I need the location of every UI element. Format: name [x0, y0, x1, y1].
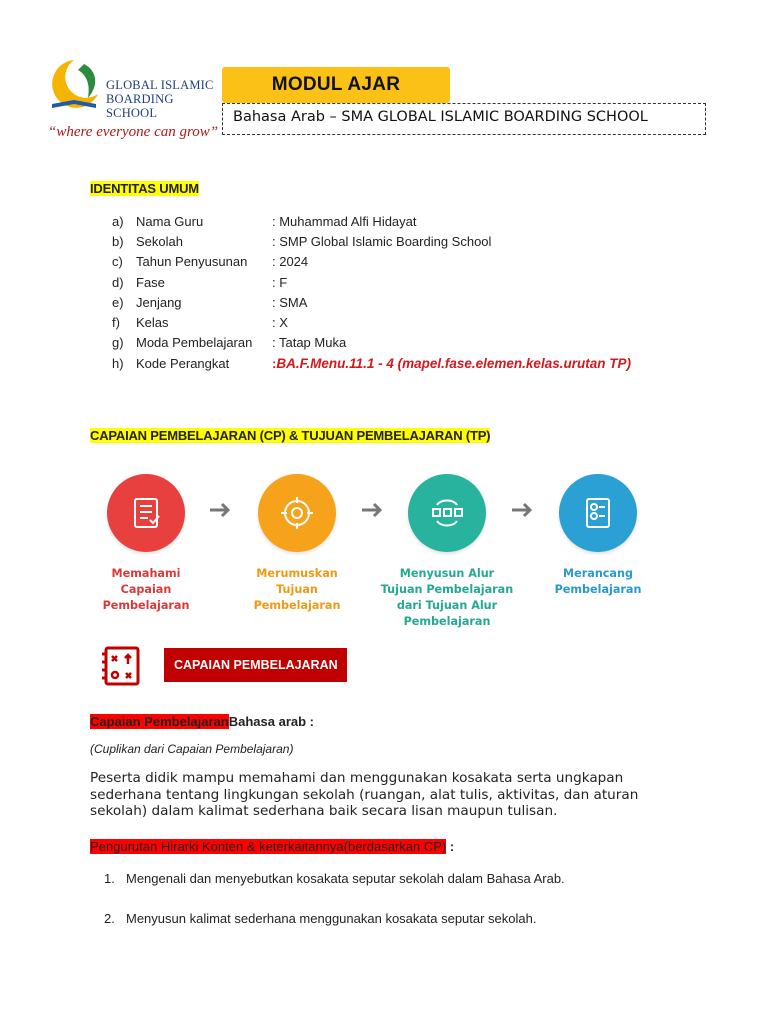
capaian-label [90, 714, 314, 729]
list-item [112, 211, 631, 231]
flow-step-label [237, 566, 357, 614]
strategy-board-icon [100, 644, 144, 688]
step-line: Pembelajaran [253, 599, 341, 612]
item-marker: c) [112, 254, 123, 270]
item-label: Kelas [136, 315, 169, 331]
step-line: Pembelajaran [554, 583, 642, 596]
flow-step-label [86, 566, 206, 614]
item-marker: a) [112, 213, 124, 229]
module-title: MODUL AJAR [271, 74, 401, 95]
capaian-note: (Cuplikan dari Capaian Pembelajaran) [90, 742, 294, 756]
item-value: : 2024 [272, 254, 309, 270]
item-label: Sekolah [136, 233, 183, 249]
item-value: : SMP Global Islamic Boarding School [272, 233, 492, 249]
kode-perangkat-value: BA.F.Menu.11.1 - 4 (mapel.fase.elemen.kelas.urutan TP) [276, 355, 631, 371]
item-number: 2. [104, 911, 115, 926]
hirarki-label-rest: : [446, 839, 455, 854]
logo-tagline: “where everyone can grow” [48, 124, 219, 140]
step-line: Tujuan [276, 583, 318, 596]
item-marker: f) [112, 315, 120, 331]
item-number: 1. [104, 871, 115, 886]
flow-step-label [538, 566, 658, 598]
capaian-label-rest: Bahasa arab : [228, 714, 314, 729]
item-label: Moda Pembelajaran [136, 335, 253, 351]
step-line: Capaian [120, 583, 172, 596]
identitas-heading [90, 181, 199, 196]
learning-flow-diagram [0, 470, 768, 640]
hirarki-list-2 [104, 911, 536, 926]
school-logo [44, 54, 219, 144]
item-label: Fase [136, 274, 165, 290]
identitas-heading-text: IDENTITAS UMUM [90, 181, 199, 196]
item-marker: h) [112, 355, 124, 371]
flow-step-2 [237, 474, 357, 614]
target-icon [258, 474, 336, 552]
hirarki-list [104, 871, 565, 886]
capaian-banner [164, 648, 347, 682]
flow-step-label [372, 566, 522, 630]
subtitle-box [222, 103, 706, 135]
capaian-paragraph: Peserta didik mampu memahami dan menggunakan kosakata serta ungkapan sederhana tentang lingkungan sekolah (ruangan, alat tulis, aktivitas, dan aturan sekolah) dalam kalimat sederhana baik secara lisan maupun tulisan. [90, 770, 639, 819]
capaian-banner-text: CAPAIAN PEMBELAJARAN [174, 658, 338, 672]
item-text: Mengenali dan menyebutkan kosakata seputar sekolah dalam Bahasa Arab. [126, 871, 565, 886]
cp-tp-heading [90, 428, 490, 443]
list-item [112, 272, 631, 292]
logo-emblem-icon [44, 54, 108, 118]
logo-name [106, 78, 214, 120]
document-icon [559, 474, 637, 552]
arrow-right-icon [208, 502, 232, 518]
list-item [104, 871, 565, 886]
item-value: : Tatap Muka [272, 335, 347, 351]
capaian-label-highlight: Capaian Pembelajaran [90, 714, 229, 729]
item-marker: e) [112, 294, 124, 310]
step-line: dari Tujuan Alur [396, 599, 498, 612]
hirarki-label [90, 839, 454, 854]
identitas-list [112, 211, 631, 373]
item-value: : SMA [272, 294, 308, 310]
cp-tp-heading-text: CAPAIAN PEMBELAJARAN (CP) & TUJUAN PEMBELAJARAN (TP) [90, 428, 491, 443]
flow-icon [408, 474, 486, 552]
item-text: Menyusun kalimat sederhana menggunakan kosakata seputar sekolah. [126, 911, 537, 926]
arrow-right-icon [510, 502, 534, 518]
item-marker: d) [112, 274, 124, 290]
step-line: Merancang [563, 567, 633, 580]
list-item [112, 231, 631, 251]
list-item [112, 292, 631, 312]
module-title-box [222, 67, 450, 103]
item-value: : F [272, 274, 288, 290]
item-marker: g) [112, 335, 124, 351]
step-line: Tujuan Pembelajaran [380, 583, 514, 596]
step-line: Pembelajaran [102, 599, 190, 612]
step-line: Memahami [111, 567, 181, 580]
item-label: Tahun Penyusunan [136, 254, 248, 270]
item-value: : Muhammad Alfi Hidayat [272, 213, 417, 229]
list-item [112, 353, 631, 373]
flow-step-4 [538, 474, 658, 598]
step-line: Menyusun Alur [399, 567, 495, 580]
item-label: Kode Perangkat [136, 355, 230, 371]
checklist-icon [107, 474, 185, 552]
flow-step-1 [86, 474, 206, 614]
list-item [104, 911, 536, 926]
list-item [112, 252, 631, 272]
item-label: Jenjang [136, 294, 182, 310]
item-value: : X [272, 315, 288, 331]
item-marker: b) [112, 233, 124, 249]
module-subtitle: Bahasa Arab – SMA GLOBAL ISLAMIC BOARDING SCHOOL [233, 109, 648, 125]
step-line: Merumuskan [256, 567, 338, 580]
item-value-prefix: : [272, 355, 277, 371]
list-item [112, 312, 631, 332]
item-label: Nama Guru [136, 213, 204, 229]
logo-line-2: BOARDING SCHOOL [106, 92, 174, 120]
hirarki-label-highlight: Pengurutan Hirarki Konten & keterkaitannya(berdasarkan CP) [90, 839, 447, 854]
logo-line-1: GLOBAL ISLAMIC [106, 78, 214, 92]
step-line: Pembelajaran [403, 615, 491, 628]
list-item [112, 333, 631, 353]
flow-step-3 [372, 474, 522, 630]
